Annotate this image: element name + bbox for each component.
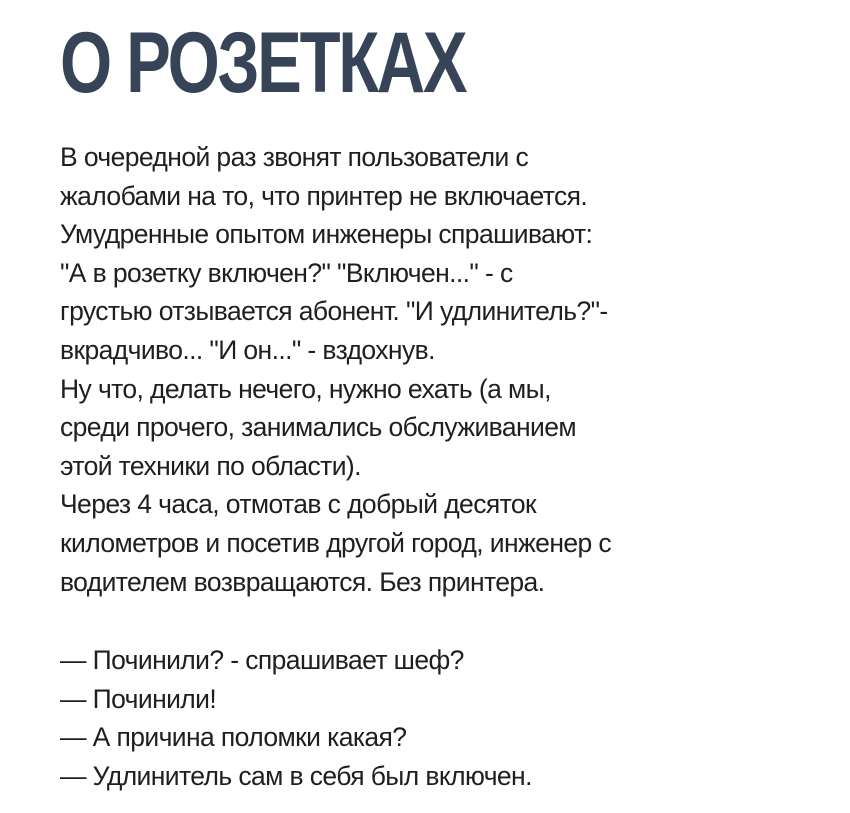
paragraph-line: вкрадчиво... "И он..." - вздохнув. xyxy=(60,334,435,365)
paragraph-spacer xyxy=(60,601,840,641)
paragraph-line: грустью отзывается абонент. "И удлинитель?"- xyxy=(60,296,608,327)
story-paragraph xyxy=(60,138,840,601)
paragraph-line: "А в розетку включен?" "Включен..." - с xyxy=(60,257,513,288)
paragraph-line: километров и посетив другой город, инженер с xyxy=(60,527,612,558)
paragraph-line: этой техники по области). xyxy=(60,450,361,481)
dialogue-line: — А причина поломки какая? xyxy=(60,722,407,753)
paragraph-line: водителем возвращаются. Без принтера. xyxy=(60,566,545,597)
paragraph-line: Умудренные опытом инженеры спрашивают: xyxy=(60,219,593,250)
dialogue-line: — Починили! xyxy=(60,683,217,714)
paragraph-line: среди прочего, занимались обслуживанием xyxy=(60,412,576,443)
story-text xyxy=(60,138,840,796)
paragraph-line: жалобами на то, что принтер не включается. xyxy=(60,180,588,211)
dialogue xyxy=(60,641,840,795)
dialogue-line: — Починили? - спрашивает шеф? xyxy=(60,645,464,676)
page-title: О РОЗЕТКАХ xyxy=(60,15,466,111)
paragraph-line: Через 4 часа, отмотав с добрый десяток xyxy=(60,489,536,520)
paragraph-line: Ну что, делать нечего, нужно ехать (а мы, xyxy=(60,373,551,404)
paragraph-line: В очередной раз звонят пользователи с xyxy=(60,142,529,172)
dialogue-line: — Удлинитель сам в себя был включен. xyxy=(60,760,532,791)
